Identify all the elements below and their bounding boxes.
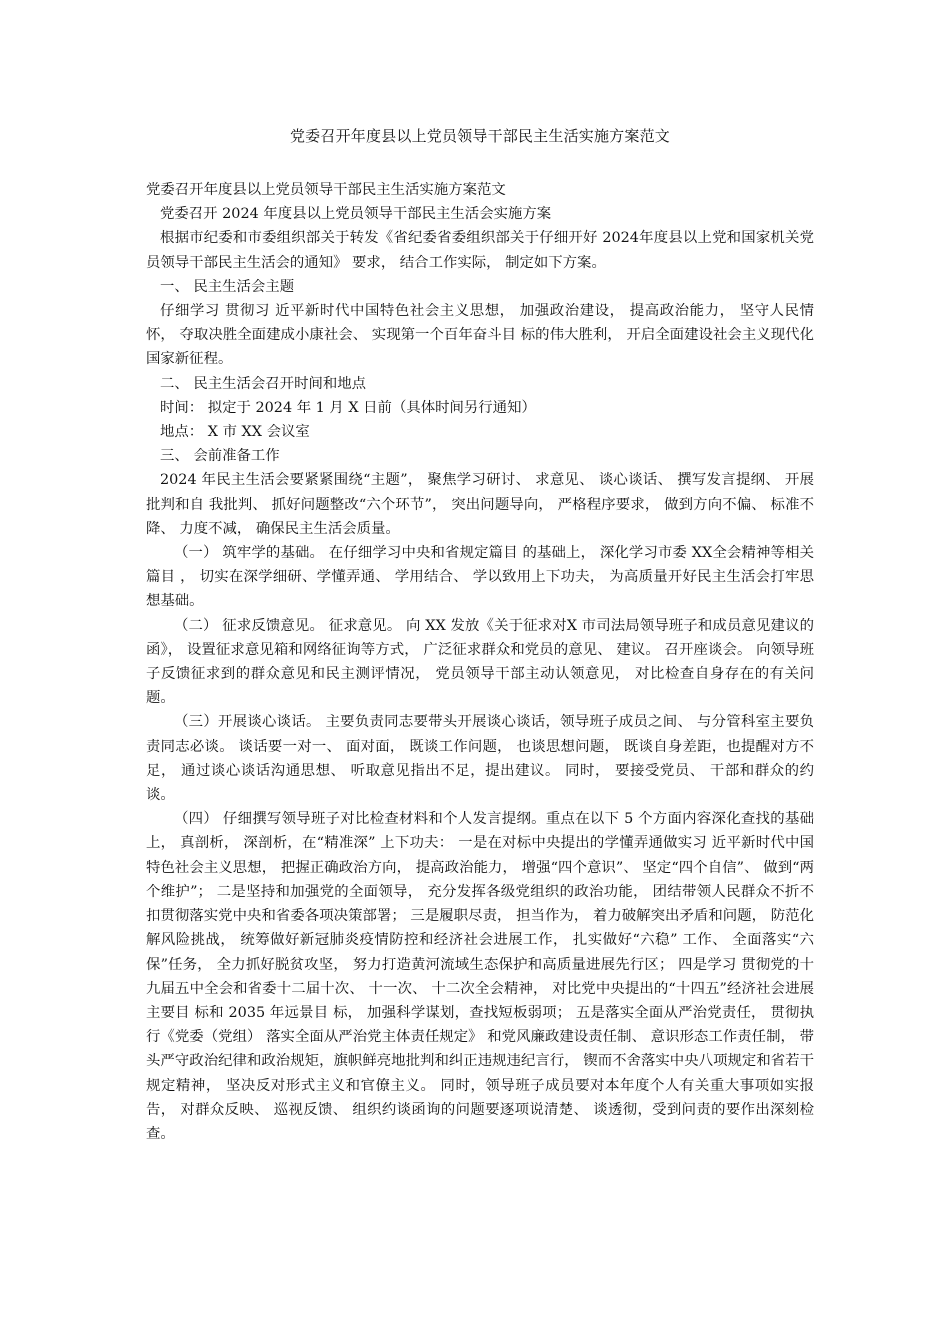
paragraph-plan-title: 党委召开 2024 年度县以上党员领导干部民主生活会实施方案: [160, 206, 552, 223]
paragraph-prep-overview: 2024 年民主生活会要紧紧围绕“主题”， 聚焦学习研讨、 求意见、 谈心谈话、 撰写发言提纲、 开展批判和自 我批判、 抓好问题整改“六个环节”， 突出问题导向， 严格程序要求， 做到方向不偏、 标准不降、 力度不减， 确保民主生活会质量。: [146, 472, 814, 537]
paragraph-item-2: （二） 征求反馈意见。 征求意见。 向 XX 发放《关于征求对X 市司法局领导班子和成员意见建议的函》， 设置征求意见箱和网络征询等方式， 广泛征求群众和党员的意见、 建议。 召开座谈会。 向领导班子反馈征求到的群众意见和民主测评情况， 党员领导干部主动认领意见， 对比检查自身存在的有关问题。: [146, 617, 814, 707]
paragraph-subtitle: 党委召开年度县以上党员领导干部民主生活实施方案范文: [146, 182, 506, 198]
section-heading-2: 二、 民主生活会召开时间和地点: [160, 375, 367, 392]
paragraph-item-3: （三）开展谈心谈话。 主要负责同志要带头开展谈心谈话，领导班子成员之间、 与分管科室主要负责同志必谈。 谈话要一对一、 面对面， 既谈工作问题， 也谈思想问题， 既谈自身差距，也提醒对方不足， 通过谈心谈话沟通思想、 听取意见指出不足，提出建议。 同时， 要接受党员、 干部和群众的约谈。: [146, 714, 814, 804]
paragraph-location: 地点： X 市 XX 会议室: [160, 424, 310, 441]
section-heading-1: 一、 民主生活会主题: [160, 278, 295, 295]
paragraph-intro: 根据市纪委和市委组织部关于转发《省纪委省委组织部关于仔细开好 2024年度县以上党和国家机关党员领导干部民主生活会的通知》 要求， 结合工作实际， 制定如下方案。: [146, 230, 814, 271]
paragraph-time: 时间： 拟定于 2024 年 1 月 X 日前（具体时间另行通知）: [160, 399, 536, 416]
paragraph-item-4: （四） 仔细撰写领导班子对比检查材料和个人发言提纲。重点在以下 5 个方面内容深化查找的基础上， 真剖析， 深剖析，在“精准深” 上下功夫： 一是在对标中央提出的学懂弄通做实习 近平新时代中国特色社会主义思想， 把握正确政治方向， 提高政治能力， 增强“四个意识”、 坚定“四个自信”、 做到“两个维护”； 二是坚持和加强党的全面领导， 充分发挥各级党组织的政治功能， 团结带领人民群众不折不扣贯彻落实党中央和省委各项决策部署； 三是履职尽责， 担当作为， 着力破解突出矛盾和问题， 防范化解风险挑战， 统筹做好新冠肺炎疫情防控和经济社会进展工作， 扎实做好“六稳” 工作、 全面落实“六保”任务， 全力抓好脱贫攻坚， 努力打造黄河流域生态保护和高质量进展先行区； 四是学习 贯彻党的十九届五中全会和省委十二届十次、 十一次、 十二次全会精神， 对比党中央提出的“十四五”经济社会进展主要目 标和 2035 年远景目 标， 加强科学谋划，查找短板弱项； 五是落实全面从严治党责任， 贯彻执行《党委（党组） 落实全面从严治党主体责任规定》 和党风廉政建设责任制、 意识形态工作责任制， 带头严守政治纪律和政治规矩，旗帜鲜亮地批判和纠正违规违纪言行， 锲而不舍落实中央八项规定和省若干规定精神， 坚决反对形式主义和官僚主义。 同时，领导班子成员要对本年度个人有关重大事项如实报告， 对群众反映、 巡视反馈、 组织约谈函询的问题要逐项说清楚、 谈透彻，受到问责的要作出深刻检查。: [146, 811, 814, 1142]
paragraph-item-1: （一） 筑牢学的基础。 在仔细学习中央和省规定篇目 的基础上， 深化学习市委 XX全会精神等相关篇目 ， 切实在深学细研、学懂弄通、 学用结合、 学以致用上下功夫， 为高质量开好民主生活会打牢思想基础。: [146, 545, 814, 610]
document-title: 党委召开年度县以上党员领导干部民主生活实施方案范文: [289, 127, 670, 145]
paragraph-theme: 仔细学习 贯彻习 近平新时代中国特色社会主义思想， 加强政治建设， 提高政治能力， 坚守人民情怀， 夺取决胜全面建成小康社会、 实现第一个百年奋斗目 标的伟大胜利， 开启全面建设社会主义现代化国家新征程。: [146, 303, 814, 368]
section-heading-3: 三、 会前准备工作: [160, 448, 280, 465]
